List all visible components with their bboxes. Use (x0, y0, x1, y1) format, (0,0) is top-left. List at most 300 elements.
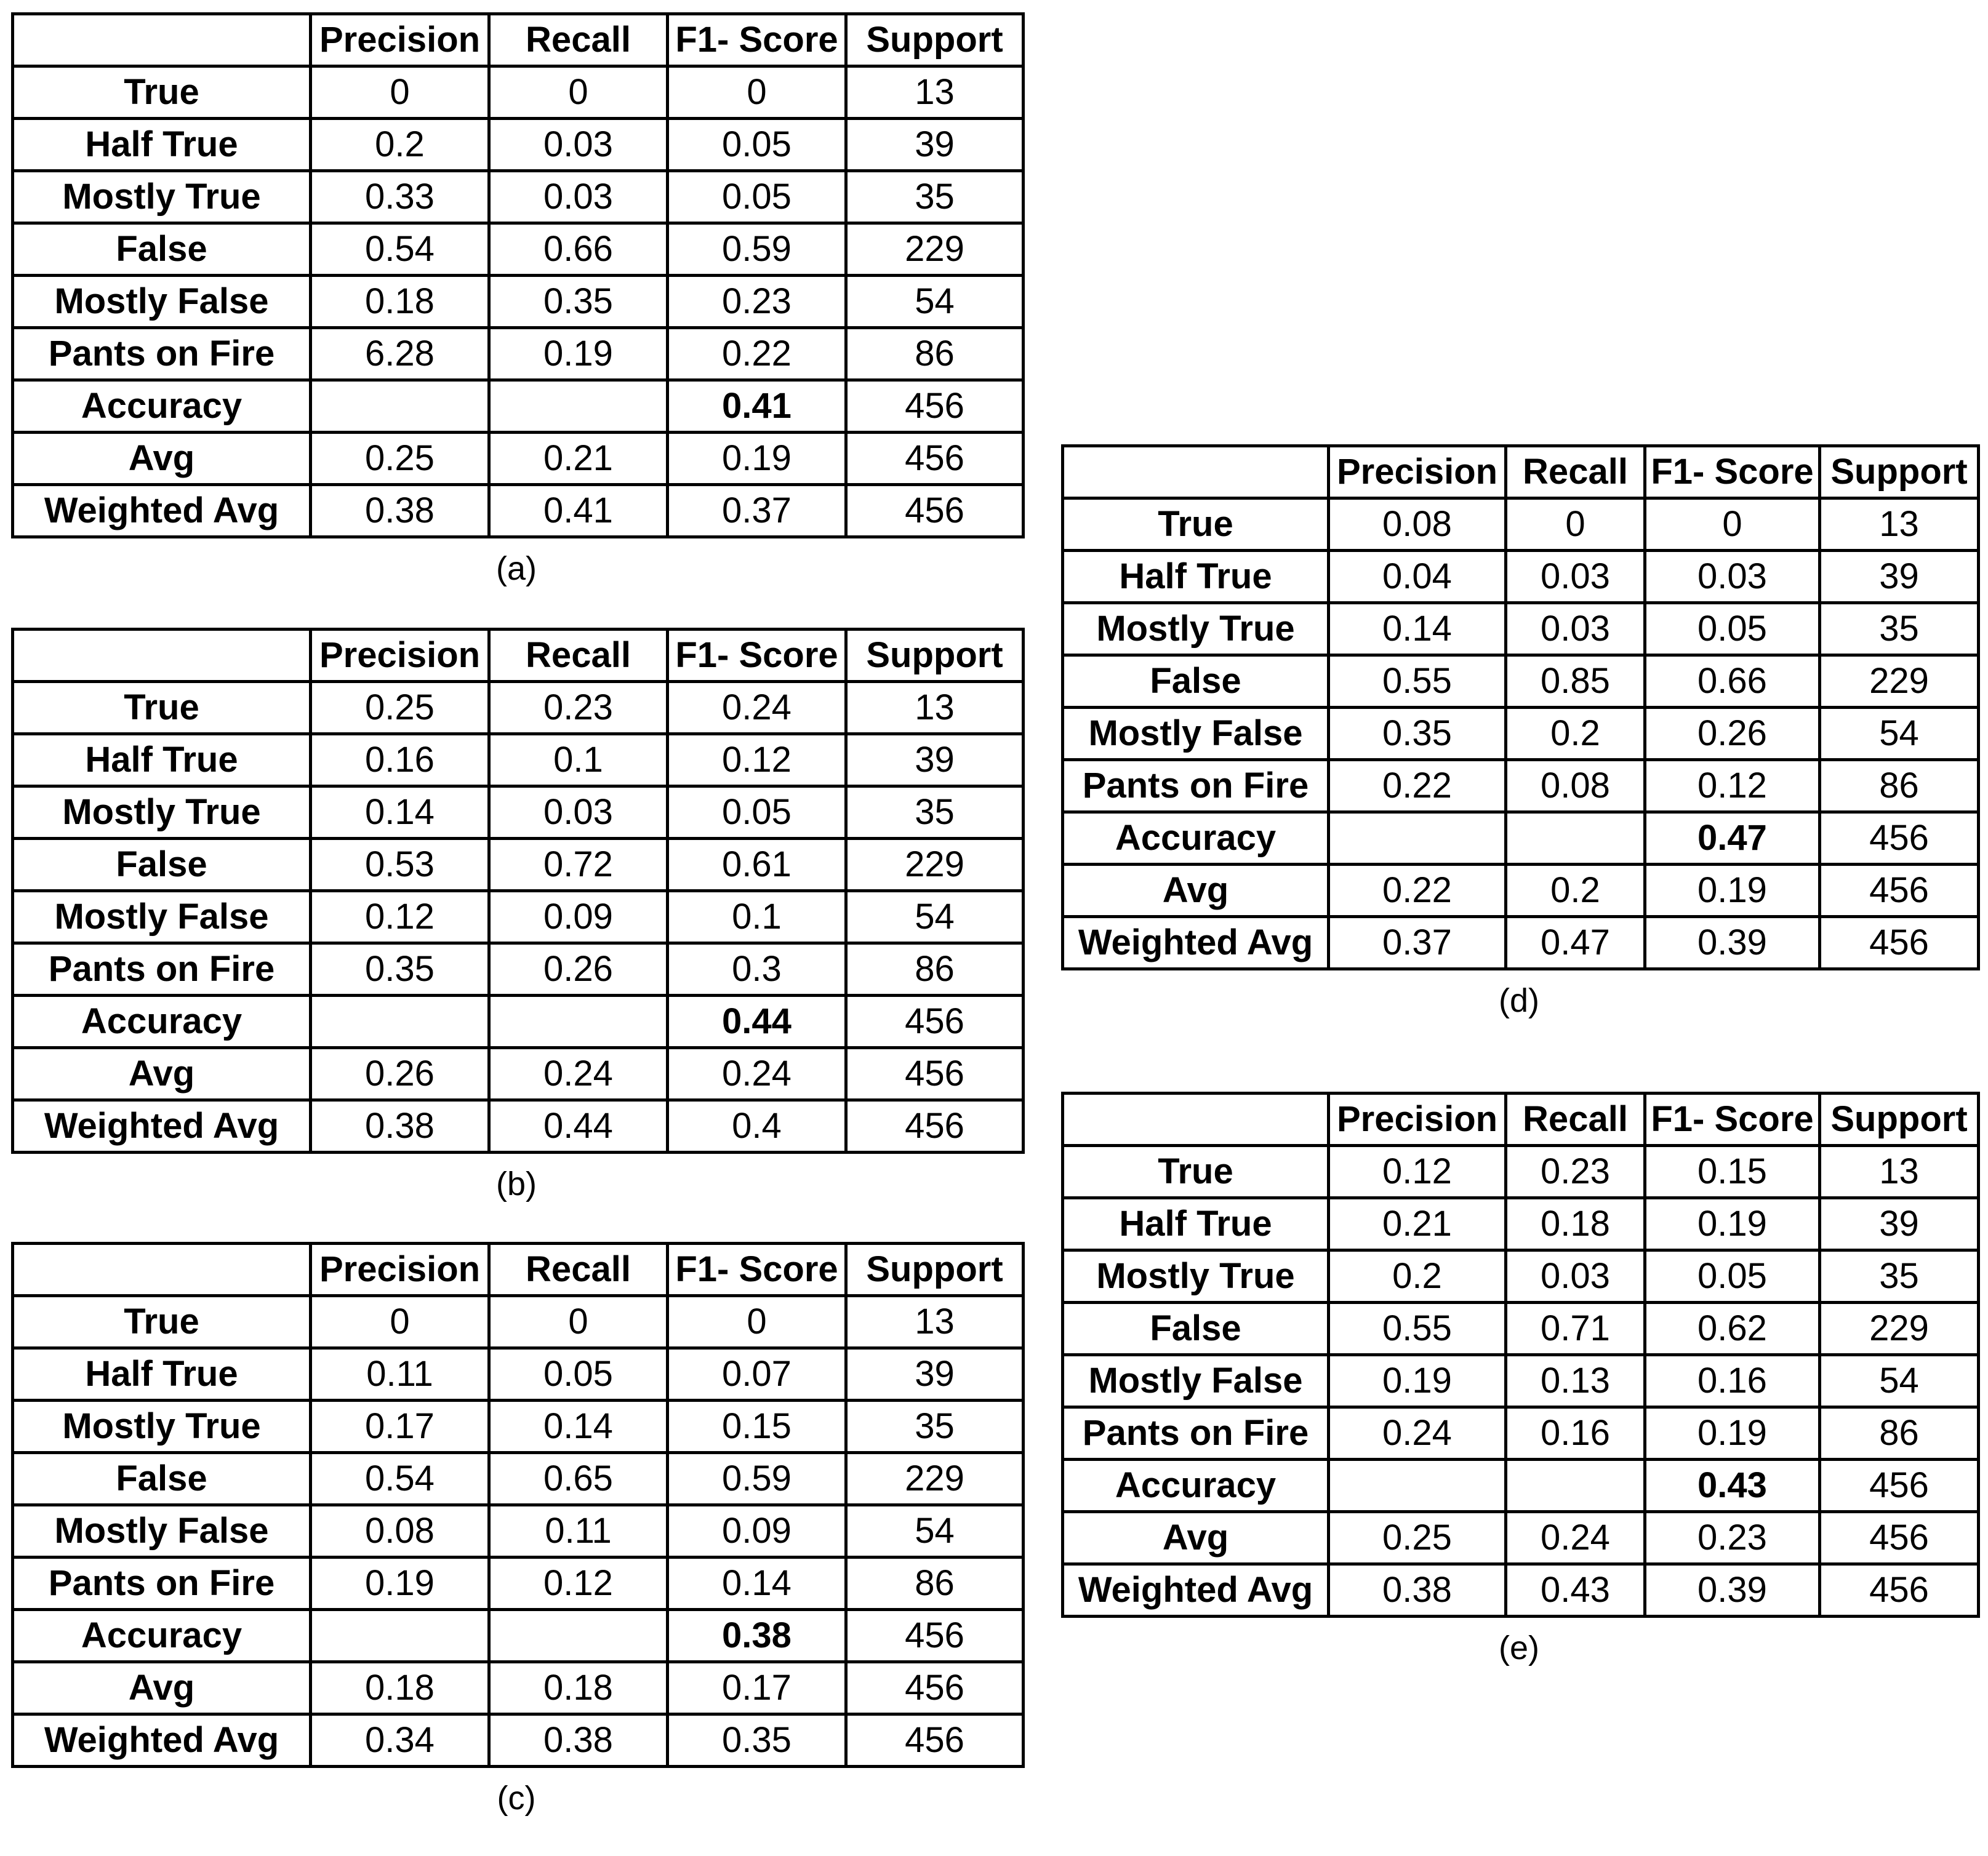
row-label: Avg (1063, 1512, 1329, 1564)
cell-precision: 0.19 (1329, 1355, 1506, 1407)
cell-recall: 0.12 (489, 1558, 668, 1610)
row-label: Weighted Avg (1063, 917, 1329, 969)
cell-support: 456 (846, 996, 1024, 1048)
cell-precision: 0.18 (311, 276, 489, 328)
row-label: Mostly False (13, 891, 311, 943)
row-label: Mostly False (1063, 708, 1329, 760)
cell-f1-score: 0.17 (668, 1662, 846, 1714)
cell-recall: 0.03 (1506, 603, 1645, 655)
cell-support: 13 (846, 66, 1024, 119)
row-label: Pants on Fire (1063, 760, 1329, 812)
table-panel-c (11, 1242, 1022, 1815)
corner-cell (13, 630, 311, 682)
cell-support: 456 (1820, 865, 1979, 917)
column-header-recall: Recall (489, 14, 668, 66)
table-header-row (13, 630, 1024, 682)
corner-cell (13, 1244, 311, 1296)
row-label: Pants on Fire (13, 328, 311, 380)
cell-support: 35 (846, 1401, 1024, 1453)
cell-support: 86 (1820, 1407, 1979, 1460)
table-header-row (13, 14, 1024, 66)
cell-support: 229 (1820, 655, 1979, 708)
table-row (1063, 603, 1979, 655)
table-row (13, 1401, 1024, 1453)
cell-precision: 0.22 (1329, 865, 1506, 917)
cell-precision: 6.28 (311, 328, 489, 380)
table-row (13, 1296, 1024, 1348)
cell-precision: 0.38 (311, 1100, 489, 1153)
cell-recall: 0.03 (1506, 551, 1645, 603)
row-label: Accuracy (1063, 812, 1329, 865)
table-caption: (d) (1499, 982, 1539, 1019)
cell-support: 39 (1820, 551, 1979, 603)
table-row (13, 1610, 1024, 1662)
cell-recall: 0.11 (489, 1505, 668, 1558)
cell-precision: 0.55 (1329, 1303, 1506, 1355)
cell-recall: 0 (1506, 498, 1645, 551)
table-row (13, 433, 1024, 485)
cell-precision: 0.18 (311, 1662, 489, 1714)
cell-precision: 0.22 (1329, 760, 1506, 812)
cell-precision: 0.25 (311, 682, 489, 734)
row-label: False (13, 223, 311, 276)
table-row (13, 786, 1024, 839)
cell-f1-score: 0.03 (1645, 551, 1820, 603)
cell-f1-score: 0.59 (668, 1453, 846, 1505)
cell-support: 54 (846, 891, 1024, 943)
table-row (13, 328, 1024, 380)
table-row (13, 891, 1024, 943)
cell-precision (311, 996, 489, 1048)
column-header-support: Support (846, 1244, 1024, 1296)
row-label: Weighted Avg (1063, 1564, 1329, 1617)
cell-f1-score: 0.05 (668, 171, 846, 223)
row-label: Avg (13, 1662, 311, 1714)
column-header-f1-score: F1- Score (668, 630, 846, 682)
cell-recall: 0.03 (489, 171, 668, 223)
table-row (1063, 1250, 1979, 1303)
table-row (1063, 708, 1979, 760)
column-header-f1-score: F1- Score (668, 14, 846, 66)
row-label: Avg (13, 433, 311, 485)
table-row (1063, 812, 1979, 865)
column-header-precision: Precision (311, 14, 489, 66)
cell-precision (1329, 1460, 1506, 1512)
cell-support: 54 (846, 276, 1024, 328)
cell-recall: 0.47 (1506, 917, 1645, 969)
row-label: Weighted Avg (13, 1100, 311, 1153)
cell-recall: 0.41 (489, 485, 668, 537)
cell-recall: 0.14 (489, 1401, 668, 1453)
row-label: Pants on Fire (13, 1558, 311, 1610)
row-label: Mostly True (1063, 1250, 1329, 1303)
table-panel-a (11, 12, 1022, 585)
cell-recall: 0.19 (489, 328, 668, 380)
corner-cell (13, 14, 311, 66)
cell-support: 456 (1820, 1564, 1979, 1617)
cell-f1-score: 0.39 (1645, 1564, 1820, 1617)
cell-precision: 0.24 (1329, 1407, 1506, 1460)
cell-f1-score: 0.14 (668, 1558, 846, 1610)
cell-support: 456 (846, 1100, 1024, 1153)
row-label: False (13, 1453, 311, 1505)
table-header-row (13, 1244, 1024, 1296)
cell-precision: 0.14 (311, 786, 489, 839)
row-label: True (13, 682, 311, 734)
cell-precision: 0.12 (1329, 1146, 1506, 1198)
cell-support: 35 (1820, 1250, 1979, 1303)
row-label: Mostly False (13, 276, 311, 328)
table-row (13, 223, 1024, 276)
cell-support: 39 (1820, 1198, 1979, 1250)
cell-recall: 0.1 (489, 734, 668, 786)
cell-f1-score: 0.35 (668, 1714, 846, 1767)
cell-precision: 0.17 (311, 1401, 489, 1453)
table-row (1063, 760, 1979, 812)
cell-f1-score: 0.16 (1645, 1355, 1820, 1407)
cell-support: 229 (1820, 1303, 1979, 1355)
cell-precision: 0.11 (311, 1348, 489, 1401)
cell-f1-score: 0.23 (1645, 1512, 1820, 1564)
cell-recall: 0.16 (1506, 1407, 1645, 1460)
column-header-support: Support (846, 14, 1024, 66)
table-row (1063, 1407, 1979, 1460)
cell-support: 54 (1820, 708, 1979, 760)
column-header-recall: Recall (1506, 1094, 1645, 1146)
cell-support: 13 (1820, 498, 1979, 551)
cell-recall: 0.03 (489, 786, 668, 839)
table-row (13, 380, 1024, 433)
table-row (13, 1048, 1024, 1100)
cell-support: 456 (846, 1662, 1024, 1714)
column-header-support: Support (1820, 1094, 1979, 1146)
cell-precision: 0 (311, 1296, 489, 1348)
cell-recall (489, 380, 668, 433)
cell-precision: 0.2 (1329, 1250, 1506, 1303)
cell-precision (1329, 812, 1506, 865)
metrics-table-c (11, 1242, 1025, 1768)
table-row (13, 1662, 1024, 1714)
row-label: Avg (1063, 865, 1329, 917)
cell-f1-score: 0.3 (668, 943, 846, 996)
table-caption: (c) (497, 1780, 536, 1817)
table-row (13, 276, 1024, 328)
table-row (1063, 1355, 1979, 1407)
cell-support: 456 (1820, 1460, 1979, 1512)
row-label: Pants on Fire (13, 943, 311, 996)
cell-support: 35 (846, 786, 1024, 839)
cell-f1-score: 0.15 (668, 1401, 846, 1453)
table-panel-b (11, 628, 1022, 1201)
cell-recall: 0.21 (489, 433, 668, 485)
cell-precision: 0.54 (311, 1453, 489, 1505)
table-row (13, 1558, 1024, 1610)
metrics-table-b (11, 628, 1025, 1154)
table-header-row (1063, 1094, 1979, 1146)
cell-recall: 0.24 (489, 1048, 668, 1100)
cell-precision: 0.53 (311, 839, 489, 891)
row-label: False (13, 839, 311, 891)
cell-support: 39 (846, 734, 1024, 786)
column-header-recall: Recall (489, 630, 668, 682)
cell-support: 456 (1820, 917, 1979, 969)
cell-precision: 0.35 (1329, 708, 1506, 760)
row-label: Half True (1063, 1198, 1329, 1250)
cell-recall: 0.38 (489, 1714, 668, 1767)
cell-precision: 0.14 (1329, 603, 1506, 655)
row-label: Weighted Avg (13, 485, 311, 537)
cell-precision (311, 1610, 489, 1662)
row-label: True (13, 1296, 311, 1348)
cell-recall: 0.18 (1506, 1198, 1645, 1250)
cell-precision: 0.33 (311, 171, 489, 223)
column-header-f1-score: F1- Score (1645, 446, 1820, 498)
cell-recall: 0.71 (1506, 1303, 1645, 1355)
cell-recall (489, 1610, 668, 1662)
cell-recall: 0.03 (489, 119, 668, 171)
cell-precision: 0.55 (1329, 655, 1506, 708)
cell-support: 13 (846, 1296, 1024, 1348)
table-row (13, 682, 1024, 734)
cell-precision: 0.25 (1329, 1512, 1506, 1564)
cell-f1-score: 0.22 (668, 328, 846, 380)
cell-f1-score: 0.4 (668, 1100, 846, 1153)
cell-precision: 0.08 (311, 1505, 489, 1558)
row-label: Weighted Avg (13, 1714, 311, 1767)
cell-support: 86 (846, 1558, 1024, 1610)
column-header-precision: Precision (311, 630, 489, 682)
cell-precision: 0.19 (311, 1558, 489, 1610)
cell-recall (1506, 812, 1645, 865)
row-label: Mostly True (1063, 603, 1329, 655)
cell-precision: 0.12 (311, 891, 489, 943)
cell-recall: 0.03 (1506, 1250, 1645, 1303)
cell-precision: 0.21 (1329, 1198, 1506, 1250)
table-row (13, 119, 1024, 171)
row-label: True (1063, 1146, 1329, 1198)
cell-f1-score: 0.12 (668, 734, 846, 786)
cell-f1-score: 0.59 (668, 223, 846, 276)
cell-f1-score: 0.19 (1645, 1198, 1820, 1250)
cell-f1-score: 0.05 (1645, 603, 1820, 655)
row-label: Mostly True (13, 1401, 311, 1453)
cell-recall: 0.85 (1506, 655, 1645, 708)
cell-support: 86 (846, 943, 1024, 996)
row-label: Half True (13, 734, 311, 786)
row-label: False (1063, 655, 1329, 708)
column-header-recall: Recall (1506, 446, 1645, 498)
cell-recall: 0.35 (489, 276, 668, 328)
cell-f1-score: 0.09 (668, 1505, 846, 1558)
corner-cell (1063, 446, 1329, 498)
table-row (13, 171, 1024, 223)
cell-precision: 0.25 (311, 433, 489, 485)
row-label: Avg (13, 1048, 311, 1100)
table-row (13, 1714, 1024, 1767)
row-label: Half True (13, 119, 311, 171)
column-header-support: Support (1820, 446, 1979, 498)
column-header-f1-score: F1- Score (1645, 1094, 1820, 1146)
cell-f1-score: 0.37 (668, 485, 846, 537)
cell-support: 54 (1820, 1355, 1979, 1407)
cell-f1-score: 0.1 (668, 891, 846, 943)
cell-f1-score: 0.05 (1645, 1250, 1820, 1303)
cell-f1-score: 0.05 (668, 786, 846, 839)
cell-recall: 0.43 (1506, 1564, 1645, 1617)
cell-recall: 0.66 (489, 223, 668, 276)
cell-precision: 0 (311, 66, 489, 119)
table-row (13, 839, 1024, 891)
row-label: Half True (1063, 551, 1329, 603)
table-row (1063, 1512, 1979, 1564)
cell-recall: 0.2 (1506, 708, 1645, 760)
table-row (13, 1348, 1024, 1401)
cell-support: 229 (846, 839, 1024, 891)
row-label: Half True (13, 1348, 311, 1401)
cell-recall: 0.65 (489, 1453, 668, 1505)
table-row (1063, 655, 1979, 708)
table-row (1063, 1564, 1979, 1617)
row-label: False (1063, 1303, 1329, 1355)
table-row (13, 943, 1024, 996)
cell-recall: 0.13 (1506, 1355, 1645, 1407)
column-header-recall: Recall (489, 1244, 668, 1296)
cell-recall: 0.23 (489, 682, 668, 734)
table-row (1063, 1146, 1979, 1198)
row-label: Mostly True (13, 171, 311, 223)
cell-support: 456 (846, 1048, 1024, 1100)
table-row (1063, 865, 1979, 917)
cell-support: 39 (846, 119, 1024, 171)
metrics-table-d (1061, 444, 1980, 970)
cell-f1-score: 0.23 (668, 276, 846, 328)
cell-f1-score: 0.15 (1645, 1146, 1820, 1198)
cell-f1-score: 0.41 (668, 380, 846, 433)
row-label: True (13, 66, 311, 119)
cell-f1-score: 0.26 (1645, 708, 1820, 760)
cell-recall: 0.05 (489, 1348, 668, 1401)
cell-recall (489, 996, 668, 1048)
cell-support: 229 (846, 1453, 1024, 1505)
column-header-f1-score: F1- Score (668, 1244, 846, 1296)
column-header-precision: Precision (311, 1244, 489, 1296)
cell-f1-score: 0.61 (668, 839, 846, 891)
cell-f1-score: 0.07 (668, 1348, 846, 1401)
table-row (1063, 551, 1979, 603)
row-label: Mostly False (1063, 1355, 1329, 1407)
cell-f1-score: 0.66 (1645, 655, 1820, 708)
cell-support: 456 (846, 485, 1024, 537)
cell-precision: 0.04 (1329, 551, 1506, 603)
row-label: Pants on Fire (1063, 1407, 1329, 1460)
cell-f1-score: 0.05 (668, 119, 846, 171)
metrics-table-a (11, 12, 1025, 538)
table-row (1063, 1460, 1979, 1512)
cell-f1-score: 0.19 (668, 433, 846, 485)
cell-f1-score: 0.47 (1645, 812, 1820, 865)
cell-recall: 0.09 (489, 891, 668, 943)
table-panel-d (1061, 444, 1977, 1017)
table-row (13, 1100, 1024, 1153)
cell-support: 86 (1820, 760, 1979, 812)
cell-precision: 0.37 (1329, 917, 1506, 969)
cell-support: 39 (846, 1348, 1024, 1401)
column-header-precision: Precision (1329, 1094, 1506, 1146)
cell-precision: 0.2 (311, 119, 489, 171)
cell-recall: 0 (489, 66, 668, 119)
cell-precision: 0.34 (311, 1714, 489, 1767)
cell-support: 456 (846, 1610, 1024, 1662)
row-label: Accuracy (1063, 1460, 1329, 1512)
cell-f1-score: 0.24 (668, 1048, 846, 1100)
cell-support: 456 (1820, 1512, 1979, 1564)
cell-f1-score: 0.12 (1645, 760, 1820, 812)
cell-recall: 0.26 (489, 943, 668, 996)
cell-support: 35 (1820, 603, 1979, 655)
cell-precision: 0.54 (311, 223, 489, 276)
metrics-table-e (1061, 1092, 1980, 1618)
cell-precision: 0.38 (1329, 1564, 1506, 1617)
cell-recall: 0.18 (489, 1662, 668, 1714)
table-row (13, 1505, 1024, 1558)
table-caption: (a) (496, 550, 537, 587)
cell-f1-score: 0.38 (668, 1610, 846, 1662)
cell-support: 13 (1820, 1146, 1979, 1198)
table-panel-e (1061, 1092, 1977, 1665)
cell-support: 456 (846, 380, 1024, 433)
cell-f1-score: 0 (668, 66, 846, 119)
cell-recall: 0.2 (1506, 865, 1645, 917)
cell-support: 229 (846, 223, 1024, 276)
column-header-support: Support (846, 630, 1024, 682)
table-caption: (e) (1499, 1630, 1539, 1666)
table-row (13, 734, 1024, 786)
cell-precision: 0.38 (311, 485, 489, 537)
row-label: Mostly True (13, 786, 311, 839)
table-row (1063, 1198, 1979, 1250)
cell-recall: 0.72 (489, 839, 668, 891)
cell-recall: 0.44 (489, 1100, 668, 1153)
cell-precision: 0.26 (311, 1048, 489, 1100)
table-row (13, 485, 1024, 537)
cell-recall: 0.24 (1506, 1512, 1645, 1564)
cell-f1-score: 0.24 (668, 682, 846, 734)
cell-support: 13 (846, 682, 1024, 734)
cell-support: 35 (846, 171, 1024, 223)
cell-support: 54 (846, 1505, 1024, 1558)
cell-support: 456 (846, 433, 1024, 485)
cell-support: 456 (1820, 812, 1979, 865)
table-row (1063, 1303, 1979, 1355)
cell-f1-score: 0 (1645, 498, 1820, 551)
row-label: True (1063, 498, 1329, 551)
cell-f1-score: 0 (668, 1296, 846, 1348)
corner-cell (1063, 1094, 1329, 1146)
table-row (1063, 917, 1979, 969)
cell-precision: 0.16 (311, 734, 489, 786)
row-label: Accuracy (13, 380, 311, 433)
table-row (13, 1453, 1024, 1505)
cell-support: 86 (846, 328, 1024, 380)
cell-recall: 0.08 (1506, 760, 1645, 812)
row-label: Accuracy (13, 996, 311, 1048)
cell-support: 456 (846, 1714, 1024, 1767)
cell-f1-score: 0.44 (668, 996, 846, 1048)
cell-f1-score: 0.62 (1645, 1303, 1820, 1355)
cell-precision: 0.35 (311, 943, 489, 996)
row-label: Mostly False (13, 1505, 311, 1558)
cell-precision: 0.08 (1329, 498, 1506, 551)
